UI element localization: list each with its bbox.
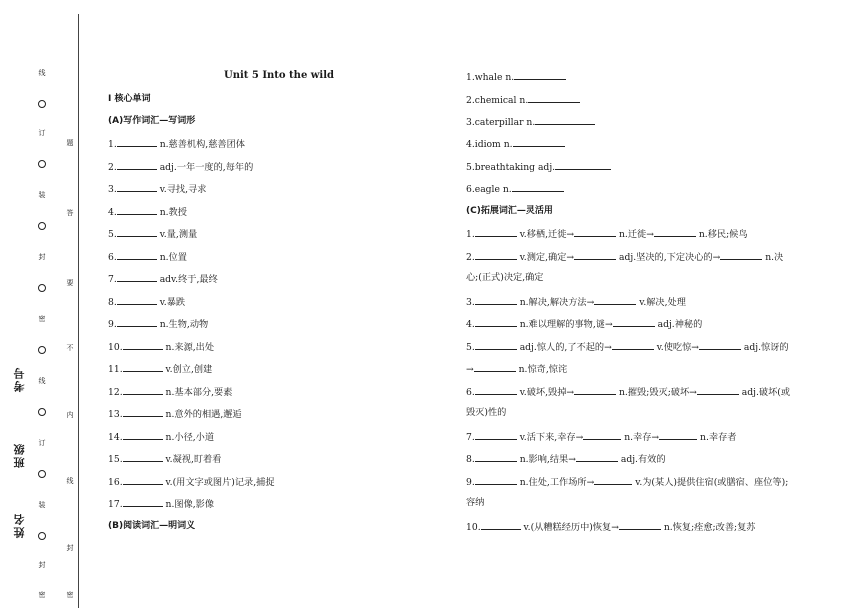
- answer-blank[interactable]: [123, 340, 163, 350]
- writing-item: [108, 385, 232, 399]
- answer-blank[interactable]: [513, 137, 565, 147]
- answer-blank[interactable]: [123, 362, 163, 372]
- item-definition: n.移民;候鸟: [698, 229, 748, 240]
- margin-circle: [38, 284, 46, 292]
- answer-blank[interactable]: [123, 452, 163, 462]
- item-definition: n.惊奇,惊诧: [518, 364, 568, 375]
- item-definition: adj.神秘的: [657, 319, 703, 330]
- binding-line: [78, 14, 79, 608]
- item-number: 12.: [108, 387, 123, 398]
- extension-item-continued: 心;(正式)决定,确定: [466, 272, 544, 283]
- answer-blank[interactable]: [514, 70, 566, 80]
- answer-blank[interactable]: [117, 227, 157, 237]
- item-definition: adv.终于,最终: [159, 274, 218, 285]
- answer-blank[interactable]: [613, 317, 655, 327]
- arrow-glyph: →: [466, 364, 474, 375]
- answer-blank[interactable]: [117, 250, 157, 260]
- reading-item: [466, 182, 564, 196]
- item-definition: v.(用文字或图片)记录,捕捉: [165, 477, 275, 488]
- item-definition: adj.惊讶的: [743, 342, 789, 353]
- reading-item: [466, 70, 566, 84]
- name-label: 姓名: [13, 512, 26, 538]
- item-number: 7.: [108, 274, 117, 285]
- item-number: 3.: [466, 297, 475, 308]
- extension-item: [466, 227, 748, 241]
- answer-blank[interactable]: [512, 182, 564, 192]
- extension-item: [466, 295, 686, 309]
- item-definition: adj.有效的: [620, 454, 666, 465]
- writing-item: [108, 340, 214, 354]
- section-core-words: Ⅰ 核心单词: [108, 94, 151, 104]
- answer-blank[interactable]: [475, 250, 517, 260]
- item-definition: adj.一年一度的,每年的: [159, 162, 254, 173]
- extension-item: [466, 317, 702, 331]
- writing-item: [108, 475, 275, 489]
- answer-blank[interactable]: [475, 227, 517, 237]
- answer-blank[interactable]: [475, 475, 517, 485]
- item-number: 17.: [108, 499, 123, 510]
- item-number: 13.: [108, 409, 123, 420]
- answer-blank[interactable]: [720, 250, 762, 260]
- item-word: 6.eagle n.: [466, 184, 512, 195]
- item-definition: n.小径,小道: [165, 432, 215, 443]
- item-definition: v.活下来,幸存→: [519, 432, 584, 443]
- answer-blank[interactable]: [123, 407, 163, 417]
- writing-item: [108, 272, 218, 286]
- item-number: 2.: [108, 162, 117, 173]
- reading-item: [466, 160, 611, 174]
- binding-margin: [0, 0, 80, 608]
- margin-char: 内: [66, 411, 74, 419]
- writing-item: [108, 250, 187, 264]
- answer-blank[interactable]: [574, 385, 616, 395]
- margin-circle: [38, 408, 46, 416]
- item-number: 8.: [466, 454, 475, 465]
- margin-char: 装: [38, 501, 46, 509]
- answer-blank[interactable]: [555, 160, 611, 170]
- answer-blank[interactable]: [594, 295, 636, 305]
- answer-blank[interactable]: [117, 295, 157, 305]
- item-definition: v.暴跌: [159, 297, 186, 308]
- answer-blank[interactable]: [117, 160, 157, 170]
- margin-char: 题: [66, 139, 74, 147]
- item-definition: n.摧毁;毁灭;破坏→: [619, 387, 697, 398]
- answer-blank[interactable]: [117, 272, 157, 282]
- item-number: 14.: [108, 432, 123, 443]
- item-number: 15.: [108, 454, 123, 465]
- margin-char: 订: [38, 129, 46, 137]
- extension-item: [466, 340, 789, 354]
- reading-item: [466, 137, 565, 151]
- extension-item: [466, 385, 790, 399]
- answer-blank[interactable]: [619, 520, 661, 530]
- section-writing-vocab: (A)写作词汇—写词形: [108, 116, 196, 126]
- item-definition: v.测定,确定→: [519, 252, 575, 263]
- answer-blank[interactable]: [699, 340, 741, 350]
- reading-item: [466, 115, 595, 129]
- item-definition: n.教授: [159, 207, 187, 218]
- item-number: 8.: [108, 297, 117, 308]
- item-definition: n.生物,动物: [159, 319, 209, 330]
- answer-blank[interactable]: [475, 317, 517, 327]
- answer-blank[interactable]: [576, 452, 618, 462]
- answer-blank[interactable]: [475, 452, 517, 462]
- writing-item: [108, 452, 221, 466]
- item-definition: n.解决,解决方法→: [519, 297, 595, 308]
- margin-char: 封: [66, 544, 74, 552]
- answer-blank[interactable]: [535, 115, 595, 125]
- writing-item: [108, 227, 197, 241]
- answer-blank[interactable]: [475, 340, 517, 350]
- extension-item: [466, 520, 755, 534]
- margin-char: 不: [66, 344, 74, 352]
- answer-blank[interactable]: [123, 475, 163, 485]
- item-definition: adj.破坏(或: [741, 387, 791, 398]
- writing-item: [108, 317, 208, 331]
- reading-item: [466, 93, 580, 107]
- item-definition: n.住处,工作场所→: [519, 477, 595, 488]
- item-number: 2.: [466, 252, 475, 263]
- item-definition: v.使吃惊→: [656, 342, 699, 353]
- margin-circle: [38, 470, 46, 478]
- answer-blank[interactable]: [123, 385, 163, 395]
- answer-blank[interactable]: [583, 430, 621, 440]
- answer-blank[interactable]: [697, 385, 739, 395]
- margin-char: 线: [38, 69, 46, 77]
- item-definition: n.恢复;痊愈;改善;复苏: [663, 522, 756, 533]
- section-extension-vocab: (C)拓展词汇—灵活用: [466, 206, 553, 216]
- answer-blank[interactable]: [594, 475, 632, 485]
- item-number: 10.: [108, 342, 123, 353]
- writing-item: [108, 295, 185, 309]
- item-number: 3.: [108, 184, 117, 195]
- margin-char: 封: [38, 253, 46, 261]
- margin-circle: [38, 532, 46, 540]
- item-number: 5.: [466, 342, 475, 353]
- item-definition: adj.坚决的,下定决心的→: [619, 252, 721, 263]
- answer-blank[interactable]: [123, 497, 163, 507]
- answer-blank[interactable]: [117, 137, 157, 147]
- writing-item: [108, 205, 187, 219]
- item-word: 1.whale n.: [466, 72, 515, 83]
- margin-circle: [38, 222, 46, 230]
- margin-char: 密: [66, 591, 74, 599]
- margin-char: 封: [38, 561, 46, 569]
- writing-item: [108, 182, 206, 196]
- extension-item: [466, 250, 783, 264]
- answer-blank[interactable]: [117, 205, 157, 215]
- item-number: 1.: [108, 139, 117, 150]
- item-number: 5.: [108, 229, 117, 240]
- writing-item: [108, 407, 242, 421]
- extension-item: [466, 452, 666, 466]
- section-reading-vocab: (B)阅读词汇—明词义: [108, 521, 196, 531]
- item-definition: v.移栖,迁徙→: [519, 229, 575, 240]
- answer-blank[interactable]: [654, 227, 696, 237]
- extension-item-continued: 毁灭)性的: [466, 407, 507, 418]
- item-definition: v.解决,处理: [639, 297, 686, 308]
- writing-item: [108, 160, 253, 174]
- margin-char: 答: [66, 209, 74, 217]
- item-definition: v.凝视,盯着看: [165, 454, 222, 465]
- item-definition: n.位置: [159, 252, 187, 263]
- answer-blank[interactable]: [574, 227, 616, 237]
- item-word: 2.chemical n.: [466, 95, 529, 106]
- item-number: 6.: [108, 252, 117, 263]
- margin-char: 要: [66, 279, 74, 287]
- item-word: 5.breathtaking adj.: [466, 162, 556, 173]
- item-number: 11.: [108, 364, 123, 375]
- writing-item: [108, 362, 212, 376]
- item-definition: n.幸存→: [624, 432, 660, 443]
- answer-blank[interactable]: [474, 362, 516, 372]
- item-number: 9.: [108, 319, 117, 330]
- item-number: 9.: [466, 477, 475, 488]
- margin-circle: [38, 100, 46, 108]
- item-number: 16.: [108, 477, 123, 488]
- item-word: 4.idiom n.: [466, 139, 513, 150]
- answer-blank[interactable]: [475, 430, 517, 440]
- writing-item: [108, 430, 214, 444]
- margin-circle: [38, 346, 46, 354]
- item-definition: n.图像,影像: [165, 499, 215, 510]
- margin-char: 密: [38, 315, 46, 323]
- item-number: 4.: [108, 207, 117, 218]
- item-definition: n.迁徙→: [619, 229, 654, 240]
- exam-number-label: 考号: [13, 366, 26, 392]
- item-definition: n.幸存者: [700, 432, 737, 443]
- answer-blank[interactable]: [117, 317, 157, 327]
- writing-item: [108, 137, 245, 151]
- answer-blank[interactable]: [528, 93, 580, 103]
- item-number: 4.: [466, 319, 475, 330]
- margin-char: 线: [66, 477, 74, 485]
- item-number: 6.: [466, 387, 475, 398]
- item-definition: v.创立,创建: [165, 364, 213, 375]
- page-title: Unit 5 Into the wild: [224, 70, 334, 81]
- item-definition: n.意外的相遇,邂逅: [165, 409, 242, 420]
- item-definition: n.难以理解的事物,谜→: [519, 319, 613, 330]
- class-label: 班级: [13, 442, 26, 468]
- margin-char: 装: [38, 191, 46, 199]
- answer-blank[interactable]: [574, 250, 616, 260]
- answer-blank[interactable]: [659, 430, 697, 440]
- answer-blank[interactable]: [117, 182, 157, 192]
- item-definition: n.基本部分,要素: [165, 387, 233, 398]
- item-word: 3.caterpillar n.: [466, 117, 536, 128]
- margin-circle: [38, 160, 46, 168]
- item-number: 1.: [466, 229, 475, 240]
- answer-blank[interactable]: [475, 385, 517, 395]
- writing-item: [108, 497, 214, 511]
- item-definition: n.影响,结果→: [519, 454, 576, 465]
- item-number: 10.: [466, 522, 481, 533]
- margin-char: 密: [38, 591, 46, 599]
- extension-item-continued: [466, 362, 567, 376]
- item-number: 7.: [466, 432, 475, 443]
- margin-char: 线: [38, 377, 46, 385]
- answer-blank[interactable]: [123, 430, 163, 440]
- item-definition: v.量,测量: [159, 229, 198, 240]
- item-definition: n.慈善机构,慈善团体: [159, 139, 245, 150]
- answer-blank[interactable]: [481, 520, 521, 530]
- answer-blank[interactable]: [612, 340, 654, 350]
- margin-char: 订: [38, 439, 46, 447]
- item-definition: n.决: [765, 252, 784, 263]
- answer-blank[interactable]: [475, 295, 517, 305]
- item-definition: v.为(某人)提供住宿(或膳宿、座位等);: [635, 477, 789, 488]
- item-definition: n.来源,出处: [165, 342, 215, 353]
- item-definition: v.寻找,寻求: [159, 184, 207, 195]
- extension-item-continued: 容纳: [466, 497, 485, 508]
- item-definition: v.破坏,毁掉→: [519, 387, 575, 398]
- extension-item: [466, 475, 788, 489]
- extension-item: [466, 430, 736, 444]
- item-definition: v.(从糟糕经历中)恢复→: [523, 522, 619, 533]
- item-definition: adj.惊人的,了不起的→: [519, 342, 612, 353]
